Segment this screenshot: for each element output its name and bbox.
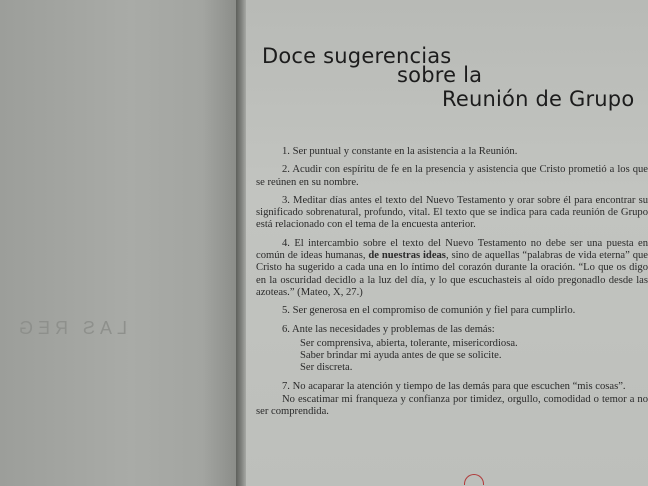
watermark-logo-icon (460, 470, 486, 486)
suggestion-2: 2. Acudir con espíritu de fe en la presencia y asistencia que Cristo prometió a los que se reúnen en su nombre. (256, 164, 648, 188)
book-gutter (236, 0, 246, 486)
suggestion-4-post: , sino de aquellas “palabras de vida eterna” que Cristo ha sugerido a cada una en lo íntimo del corazón durante la oración. “Lo que os digo en la oscuridad decidlo a la luz del día, y lo que escuchasteis al oído pregonadlo desde las azoteas.” (Mateo, X, 27.) (256, 250, 648, 298)
sub-item: Ser comprensiva, abierta, tolerante, misericordiosa. (300, 337, 518, 349)
left-page (0, 0, 238, 486)
title-line-3: Reunión de Grupo (442, 87, 635, 111)
sub-item: Saber brindar mi ayuda antes de que se solicite. (300, 350, 502, 362)
bleed-through-text: LAS REG (14, 318, 128, 338)
suggestions-list (256, 146, 648, 425)
suggestion-5: 5. Ser generosa en el compromiso de comunión y fiel para cumplirlo. (282, 305, 576, 317)
suggestion-1: 1. Ser puntual y constante en la asistencia a la Reunión. (282, 146, 518, 157)
suggestion-7: 7. No acaparar la atención y tiempo de las demás para que escuchen “mis cosas”. (282, 380, 626, 392)
suggestion-3: 3. Meditar días antes el texto del Nuevo Testamento y orar sobre él para encontrar su significado sobrenatural, profundo, vital. El texto que se indica para cada reunión de Grupo está relacionado con el tema de la encuesta anterior. (256, 194, 648, 231)
suggestion-4 (256, 238, 648, 299)
suggestion-4-bold: de nuestras ideas (368, 250, 446, 262)
suggestion-6-subitems (256, 338, 648, 375)
right-page (246, 0, 648, 486)
title-line-2: sobre la (397, 63, 483, 87)
suggestion-6: 6. Ante las necesidades y problemas de las demás: (282, 323, 495, 335)
title-line-1: Doce sugerencias (262, 44, 452, 68)
sub-item: Ser discreta. (300, 362, 353, 374)
suggestion-4-pre: 4. El intercambio sobre el texto del Nuevo Testamento no debe ser una puesta en común de ideas humanas, (256, 237, 648, 262)
suggestion-7-continued: No escatimar mi franqueza y confianza por timidez, orgullo, comodidad o temor a no ser comprendida. (256, 394, 648, 418)
